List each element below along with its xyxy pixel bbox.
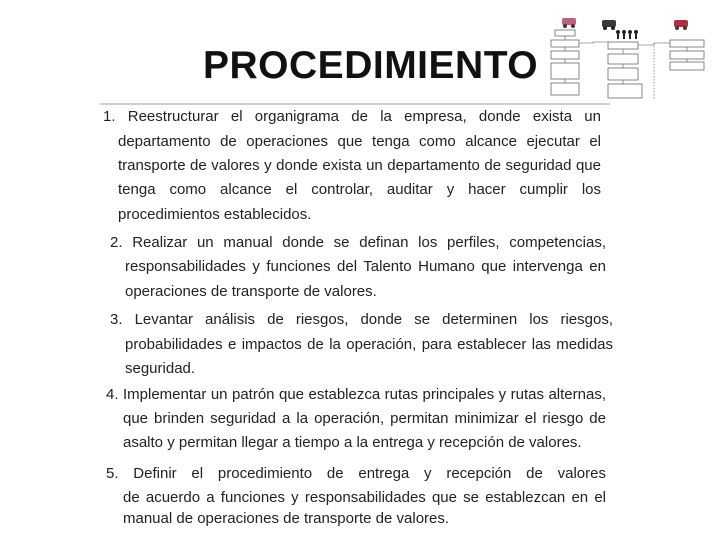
item-line: manual de operaciones de transporte de valores. [123, 510, 450, 527]
item-line: que brinden seguridad a la operación, permitan minimizar el riesgo de [123, 410, 606, 427]
item-line: 4. Implementar un patrón que establezca rutas principales y rutas alternas, [106, 386, 606, 403]
item-line: 1. Reestructurar el organigrama de la empresa, donde exista un [103, 108, 601, 125]
slide-title: PROCEDIMIENTO [203, 44, 539, 87]
item-line: 2. Realizar un manual donde se definan los perfiles, competencias, [110, 234, 606, 251]
item-line: procedimientos establecidos. [118, 206, 312, 223]
item-line: departamento de operaciones que tenga como alcance ejecutar el [118, 133, 601, 150]
item-line: de acuerdo a funciones y responsabilidades que se establezcan en el [123, 489, 606, 506]
item-line: operaciones de transporte de valores. [125, 283, 377, 300]
item-line: seguridad. [125, 360, 196, 377]
item-line: 3. Levantar análisis de riesgos, donde se determinen los riesgos, [110, 311, 613, 328]
item-line: transporte de valores y donde exista un departamento de seguridad que [118, 157, 601, 174]
item-line: asalto y permitan llegar a tiempo a la entrega y recepción de valores. [123, 434, 582, 451]
item-line: 5. Definir el procedimiento de entrega y recepción de valores [106, 465, 606, 482]
item-line: tenga como alcance el controlar, auditar y hacer cumplir los [118, 181, 601, 198]
item-line: probabilidades e impactos de la operación, para establecer las medidas [125, 336, 613, 353]
item-line: responsabilidades y funciones del Talento Humano que intervenga en [125, 258, 606, 275]
